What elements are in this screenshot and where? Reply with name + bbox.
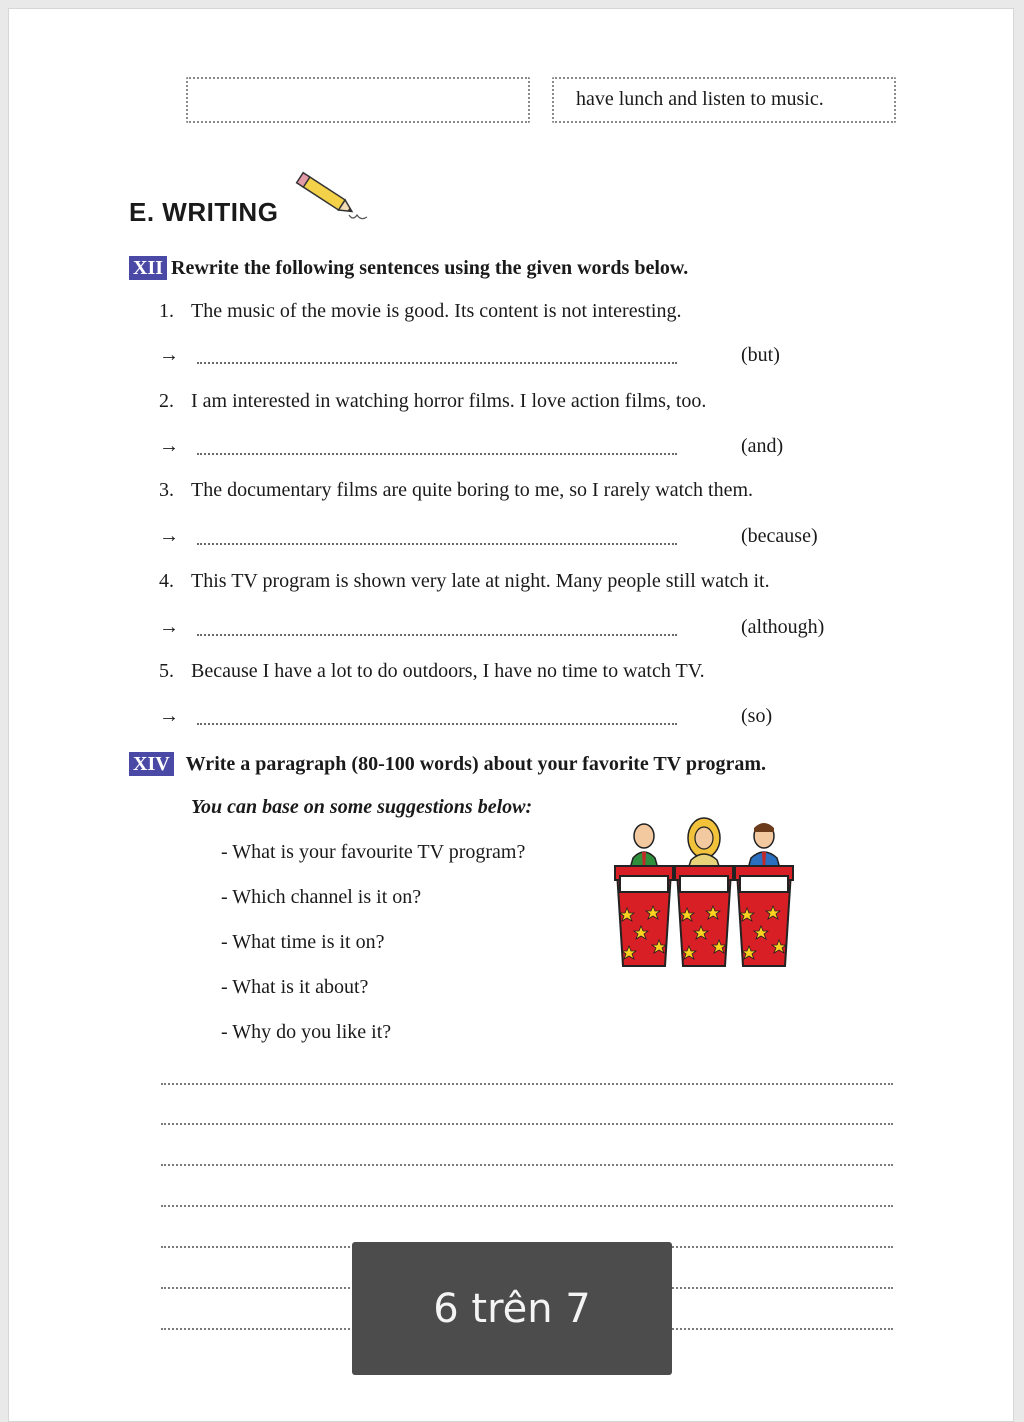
arrow-icon: → xyxy=(159,705,179,727)
pencil-icon xyxy=(289,171,369,227)
exercise-12-instruction: Rewrite the following sentences using the given words below. xyxy=(171,256,689,279)
exercise-12-badge: XII xyxy=(129,256,167,280)
suggestion-question: - Which channel is it on? xyxy=(221,886,422,908)
dotted-answer-line[interactable] xyxy=(197,362,677,364)
answer-line[interactable] xyxy=(159,435,839,463)
exercise-12-item xyxy=(159,660,705,683)
exercise-14-badge: XIV xyxy=(129,752,174,776)
item-text: I am interested in watching horror films. I love action films, too. xyxy=(191,390,707,412)
answer-line[interactable] xyxy=(159,344,839,372)
writing-line[interactable] xyxy=(161,1205,893,1207)
item-text: The music of the movie is good. Its content is not interesting. xyxy=(191,300,682,322)
item-number: 3. xyxy=(159,479,174,501)
arrow-icon: → xyxy=(159,435,179,457)
dotted-answer-line[interactable] xyxy=(197,634,677,636)
item-text: Because I have a lot to do outdoors, I have no time to watch TV. xyxy=(191,660,705,682)
suggestion-question: - What time is it on? xyxy=(221,931,385,953)
item-number: 2. xyxy=(159,390,174,412)
writing-line[interactable] xyxy=(161,1164,893,1166)
item-text: This TV program is shown very late at night. Many people still watch it. xyxy=(191,570,770,592)
dotted-answer-line[interactable] xyxy=(197,543,677,545)
hint-word: (so) xyxy=(741,705,773,727)
hint-word: (because) xyxy=(741,525,818,547)
document-page xyxy=(8,8,1014,1422)
section-title: E. WRITING xyxy=(129,197,279,227)
arrow-icon: → xyxy=(159,525,179,547)
exercise-12-item xyxy=(159,570,770,593)
exercise-12-item xyxy=(159,479,753,502)
exercise-12-heading xyxy=(129,256,688,280)
arrow-icon: → xyxy=(159,616,179,638)
arrow-icon: → xyxy=(159,344,179,366)
answer-box-right-text: have lunch and listen to music. xyxy=(576,88,824,110)
page-indicator-toast xyxy=(352,1242,672,1375)
answer-line[interactable] xyxy=(159,616,839,644)
suggestion-question: - What is it about? xyxy=(221,976,369,998)
dotted-answer-line[interactable] xyxy=(197,453,677,455)
hint-word: (and) xyxy=(741,435,784,457)
item-number: 4. xyxy=(159,570,174,592)
dotted-answer-line[interactable] xyxy=(197,723,677,725)
writing-line[interactable] xyxy=(161,1123,893,1125)
item-number: 1. xyxy=(159,300,174,322)
answer-line[interactable] xyxy=(159,705,839,733)
exercise-12-item xyxy=(159,300,681,323)
exercise-14-heading xyxy=(129,752,766,776)
exercise-14-instruction: Write a paragraph (80-100 words) about your favorite TV program. xyxy=(185,752,767,775)
suggestion-question: - Why do you like it? xyxy=(221,1021,392,1043)
hint-word: (although) xyxy=(741,616,825,638)
game-show-contestants-illustration xyxy=(601,816,797,974)
hint-word: (but) xyxy=(741,344,780,366)
answer-box-left xyxy=(186,77,530,123)
item-number: 5. xyxy=(159,660,174,682)
item-text: The documentary films are quite boring to me, so I rarely watch them. xyxy=(191,479,754,501)
suggestion-heading: You can base on some suggestions below: xyxy=(191,796,533,818)
answer-box-right xyxy=(552,77,896,123)
writing-line[interactable] xyxy=(161,1083,893,1085)
suggestion-question: - What is your favourite TV program? xyxy=(221,841,526,863)
exercise-12-item xyxy=(159,390,706,413)
page-indicator-text: 6 trên 7 xyxy=(433,1285,591,1332)
answer-line[interactable] xyxy=(159,525,839,553)
